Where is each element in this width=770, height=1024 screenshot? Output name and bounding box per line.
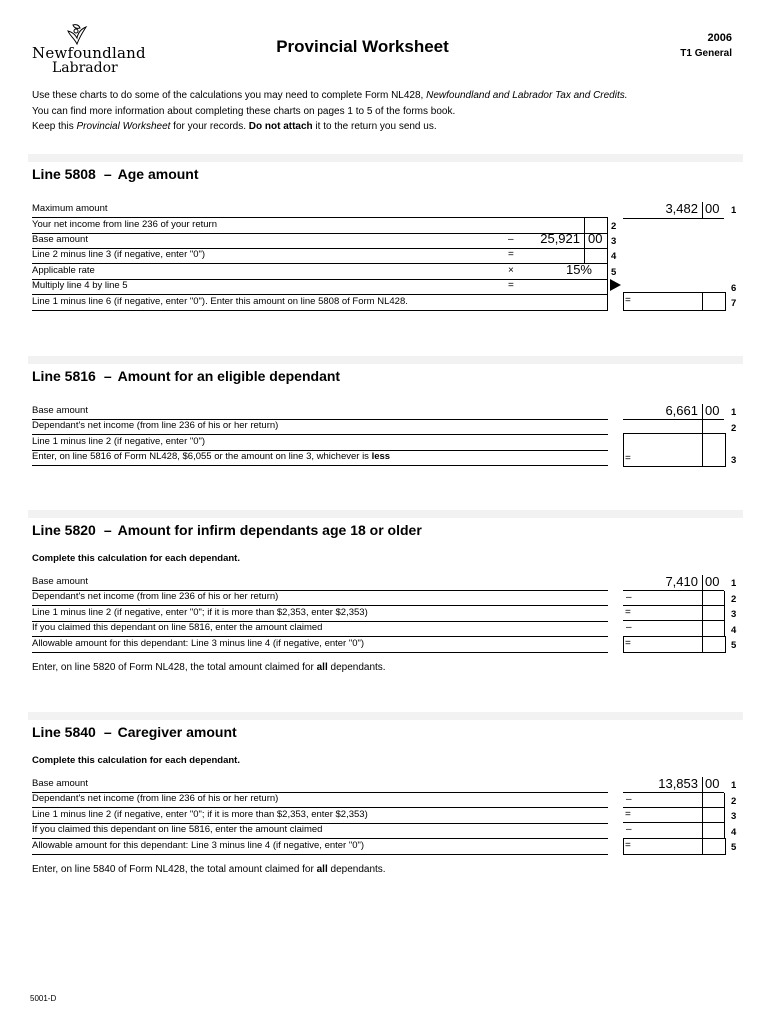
section-line: Line 5816 <box>32 368 96 384</box>
line-number: 6 <box>731 283 737 294</box>
cents-divider <box>702 202 703 218</box>
cents-divider <box>702 420 703 466</box>
row-5840-4: If you claimed this dependant on line 5816, enter the amount claimed <box>32 823 608 839</box>
line-number: 4 <box>731 625 737 636</box>
page-title: Provincial Worksheet <box>276 37 449 56</box>
base-amount-cents: 00 <box>705 403 720 418</box>
note-text: Enter, on line 5840 of Form NL428, the total amount claimed for <box>32 864 317 875</box>
line-number: 5 <box>611 267 617 278</box>
section-title-5840 <box>32 724 237 740</box>
intro-p1a: Use these charts to do some of the calculations you may need to complete Form NL428, <box>32 90 427 101</box>
equals-op: = <box>508 249 514 260</box>
section-name: Amount for an eligible dependant <box>117 368 341 384</box>
line-number: 2 <box>731 423 737 434</box>
section-title-5808 <box>32 166 199 182</box>
row-5808-3: Base amount <box>32 233 608 249</box>
intro-p3d: Do not attach <box>248 121 313 132</box>
line-number: 1 <box>731 205 737 216</box>
section-band <box>28 154 743 162</box>
row-emphasis: less <box>371 451 391 462</box>
intro-p3c: for your records. <box>170 121 249 132</box>
row-rule <box>623 822 724 823</box>
cents-divider <box>702 793 703 854</box>
row-rule <box>623 605 724 606</box>
section-subtitle: Complete this calculation for each dependant. <box>32 553 240 564</box>
middle-right-border <box>607 218 608 310</box>
line6-amount-cell[interactable] <box>623 278 724 293</box>
intro-p2: You can find more information about completing these charts on pages 1 to 5 of the forms book. <box>32 105 456 117</box>
cents-divider <box>702 777 703 793</box>
line-number: 4 <box>731 827 737 838</box>
section-dash: – <box>103 724 112 740</box>
max-amount-cents: 00 <box>705 201 720 216</box>
equals-op: = <box>625 453 631 464</box>
applicable-rate: 15% <box>565 262 592 277</box>
row-5820-4: If you claimed this dependant on line 5816, enter the amount claimed <box>32 621 608 637</box>
logo-line2: Labrador <box>52 60 118 76</box>
section-name: Amount for infirm dependants age 18 or older <box>117 522 422 538</box>
base-amount-cents: 00 <box>705 574 720 589</box>
line5-result-box[interactable] <box>623 636 726 653</box>
row-5820-2: Dependant's net income (from line 236 of his or her return) <box>32 590 608 606</box>
section-name: Age amount <box>117 166 199 182</box>
base-amount-cents: 00 <box>588 231 603 246</box>
form-name: T1 General <box>680 48 732 59</box>
intro-p3e: it to the return you send us. <box>312 121 437 132</box>
line7-result-box[interactable] <box>623 292 726 311</box>
equals-op: = <box>625 840 631 851</box>
section-note <box>32 662 386 673</box>
row-5816-1: Base amount <box>32 404 608 420</box>
minus-op: – <box>626 824 632 835</box>
line-number: 7 <box>731 298 737 309</box>
intro-p3a: Keep this <box>32 121 77 132</box>
section-band <box>28 356 743 364</box>
line-number: 3 <box>731 609 737 620</box>
section-band <box>28 510 743 518</box>
section-subtitle: Complete this calculation for each dependant. <box>32 755 240 766</box>
intro-text <box>32 88 732 135</box>
row-5820-5: Allowable amount for this dependant: Line 3 minus line 4 (if negative, enter "0") <box>32 637 608 653</box>
row-5820-1: Base amount <box>32 575 608 591</box>
max-amount: 3,482 <box>665 201 698 216</box>
line-number: 5 <box>731 640 737 651</box>
line-number: 1 <box>731 407 737 418</box>
line-number: 1 <box>731 578 737 589</box>
section-title-5816 <box>32 368 340 384</box>
cents-divider <box>702 404 703 420</box>
cents-divider <box>702 591 703 652</box>
middle-column <box>520 218 607 294</box>
equals-op: = <box>625 295 631 306</box>
equals-op: = <box>508 280 514 291</box>
amount-column <box>623 591 724 636</box>
row-rule <box>623 807 724 808</box>
row-rule <box>623 620 724 621</box>
equals-op: = <box>625 809 631 820</box>
base-amount: 13,853 <box>658 776 698 791</box>
row-5820-3: Line 1 minus line 2 (if negative, enter "0"; if it is more than $2,353, enter $2,353) <box>32 606 608 622</box>
line-number: 2 <box>731 796 737 807</box>
section-dash: – <box>103 166 112 182</box>
line-number: 5 <box>731 842 737 853</box>
row-5840-3: Line 1 minus line 2 (if negative, enter "0"; if it is more than $2,353, enter $2,353) <box>32 808 608 824</box>
base-amount: 25,921 <box>540 231 580 246</box>
line-number: 3 <box>731 811 737 822</box>
middle-cents-divider <box>584 218 585 264</box>
row-5816-2: Dependant's net income (from line 236 of his or her return) <box>32 419 608 435</box>
equals-op: = <box>625 638 631 649</box>
line3-result-box[interactable] <box>623 433 726 467</box>
right-border <box>724 793 725 839</box>
section-line: Line 5820 <box>32 522 96 538</box>
row-text: Enter, on line 5816 of Form NL428, $6,055 or the amount on line 3, whichever is <box>32 451 372 462</box>
line-number: 4 <box>611 251 617 262</box>
row-5840-5: Allowable amount for this dependant: Line 3 minus line 4 (if negative, enter "0") <box>32 839 608 855</box>
minus-op: – <box>626 794 632 805</box>
section-dash: – <box>103 522 112 538</box>
note-text: Enter, on line 5820 of Form NL428, the total amount claimed for <box>32 662 317 673</box>
section-line: Line 5840 <box>32 724 96 740</box>
base-amount: 7,410 <box>665 574 698 589</box>
row-5808-4: Line 2 minus line 3 (if negative, enter "0") <box>32 248 608 264</box>
logo-line1: Newfoundland <box>32 44 146 62</box>
line-number: 3 <box>731 455 737 466</box>
arrow-right-icon <box>610 279 622 291</box>
base-amount-cents: 00 <box>705 776 720 791</box>
section-name: Caregiver amount <box>117 724 237 740</box>
note-emphasis: all <box>316 864 328 875</box>
row-5816-4 <box>32 450 608 466</box>
section-title-5820 <box>32 522 422 538</box>
section-dash: – <box>103 368 112 384</box>
minus-op: – <box>626 592 632 603</box>
minus-op: – <box>508 234 514 245</box>
row-5840-2: Dependant's net income (from line 236 of his or her return) <box>32 792 608 808</box>
section-line: Line 5808 <box>32 166 96 182</box>
row-5840-1: Base amount <box>32 777 608 793</box>
cents-divider <box>702 575 703 591</box>
line-number: 1 <box>731 780 737 791</box>
right-border <box>724 591 725 637</box>
line5-result-box[interactable] <box>623 838 726 855</box>
times-op: × <box>508 265 514 276</box>
section-note <box>32 864 386 875</box>
row-5816-3: Line 1 minus line 2 (if negative, enter "0") <box>32 435 608 451</box>
base-amount: 6,661 <box>665 403 698 418</box>
row-5808-6: Multiply line 4 by line 5 <box>32 279 608 295</box>
line-number: 2 <box>731 594 737 605</box>
row-5808-1: Maximum amount <box>32 202 608 218</box>
section-band <box>28 712 743 720</box>
equals-op: = <box>625 607 631 618</box>
note-emphasis: all <box>316 662 328 673</box>
tax-year: 2006 <box>707 32 732 44</box>
form-code: 5001-D <box>30 994 57 1003</box>
minus-op: – <box>626 622 632 633</box>
intro-p3b: Provincial Worksheet <box>76 121 171 132</box>
row-5808-5: Applicable rate <box>32 264 608 280</box>
intro-p1b: Newfoundland and Labrador Tax and Credits. <box>426 90 628 101</box>
cents-divider <box>702 292 703 310</box>
note-text: dependants. <box>327 662 386 673</box>
line-number: 2 <box>611 221 617 232</box>
row-5808-7: Line 1 minus line 6 (if negative, enter "0"). Enter this amount on line 5808 of Form NL428. <box>32 295 608 311</box>
line-number: 3 <box>611 236 617 247</box>
row-5808-2: Your net income from line 236 of your return <box>32 218 608 234</box>
note-text: dependants. <box>327 864 386 875</box>
